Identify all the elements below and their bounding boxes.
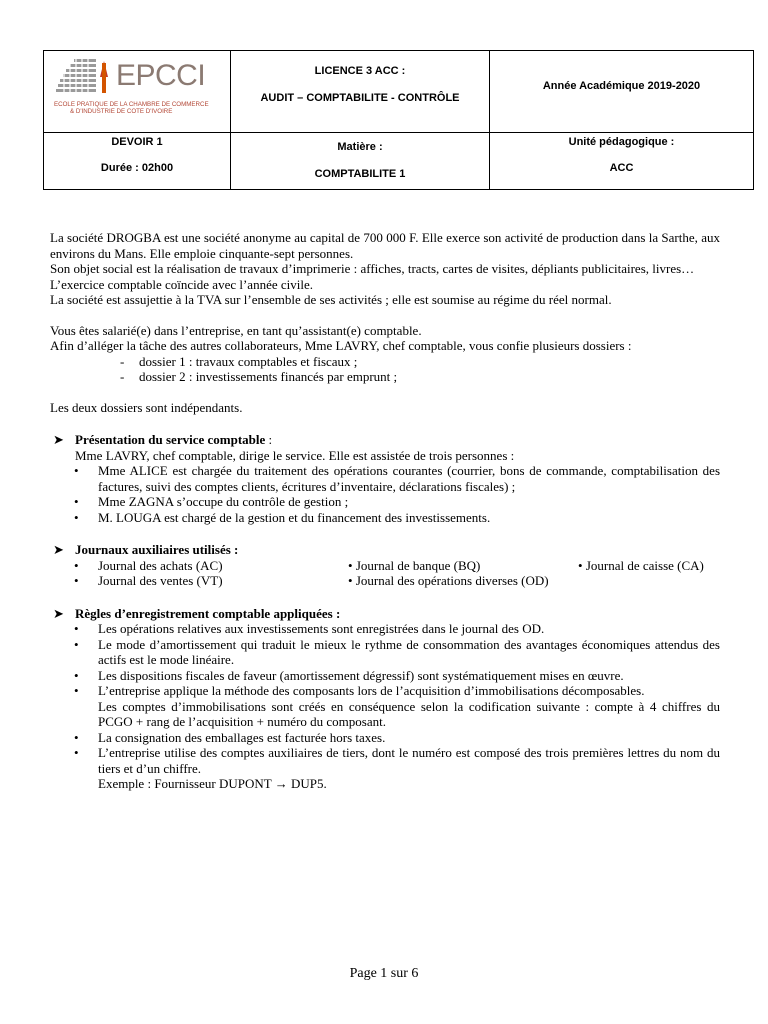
unite-label: Unité pédagogique : [568, 136, 675, 148]
list-item: • Journal des ventes (VT) [74, 573, 223, 588]
duree: Durée : 02h00 [100, 162, 174, 174]
logo-subtitle-line2: & D'INDUSTRIE DE COTE D'IVOIRE [70, 108, 173, 115]
intro-p6: Afin d’alléger la tâche des autres collaborateurs, Mme LAVRY, chef comptable, vous confie plusieurs dossiers : [50, 338, 632, 353]
matiere-value: COMPTABILITE 1 [314, 168, 406, 180]
list-item: • Les dispositions fiscales de faveur (amortissement dégressif) sont systématiquement mises en œuvre. [50, 668, 720, 684]
service-lead: Mme LAVRY, chef comptable, dirige le service. Elle est assistée de trois personnes : [75, 447, 515, 463]
composants-detail: Les comptes d’immobilisations sont créés en conséquence selon la codification suivante : compte à 4 chiffres du PCGO + rang de l’acquisition + numéro du composant. [98, 698, 720, 729]
logo-subtitle [54, 101, 214, 115]
arrow-bullet-icon: ➤ [53, 605, 64, 621]
header-table [43, 50, 754, 190]
year-cell [490, 51, 754, 133]
journaux-row-1 [50, 558, 720, 574]
journal-banque: Journal de banque (BQ) [355, 557, 481, 573]
matiere-label: Matière : [337, 141, 383, 153]
logo-subtitle-line1: ECOLE PRATIQUE DE LA CHAMBRE DE COMMERCE [54, 101, 209, 108]
intro-p3: L’exercice comptable coïncide avec l’année civile. [50, 276, 313, 292]
program-line2: AUDIT – COMPTABILITE - CONTRÔLE [260, 92, 460, 104]
journaux-row-2 [50, 573, 720, 589]
journal-od: Journal des opérations diverses (OD) [355, 573, 549, 588]
intro-p4: La société est assujettie à la TVA sur l’ensemble de ses activités ; elle est soumise au régime du réel normal. [50, 292, 612, 307]
arrow-bullet-icon: ➤ [53, 542, 64, 557]
epcci-logo [54, 57, 214, 127]
list-item: • L’entreprise utilise des comptes auxiliaires de tiers, dont le numéro est composé des trois premières lettres du nom du tiers et d’un chiffre. [50, 745, 720, 776]
list-item: • Les opérations relatives aux investissements sont enregistrées dans le journal des OD. [50, 621, 720, 637]
list-item: • M. LOUGA est chargé de la gestion et du financement des investissements. [50, 510, 720, 526]
exam-body [50, 230, 720, 792]
logo-cell [44, 51, 231, 133]
unite-value: ACC [609, 162, 634, 174]
arrow-bullet-icon: ➤ [53, 432, 64, 447]
list-item: • Mme ALICE est chargée du traitement des opérations courantes (courrier, bons de commande, comptabilisation des factures, suivi des comptes clients, écritures d’inventaire, déclarations fiscales) ; [50, 463, 720, 494]
journal-caisse: Journal de caisse (CA) [585, 557, 704, 573]
journal-ventes: Journal des ventes (VT) [98, 573, 223, 588]
dossier-2: dossier 2 : investissements financés par emprunt ; [139, 369, 398, 384]
service-title-suffix: : [265, 432, 273, 447]
list-item: • Journal des opérations diverses (OD) [348, 573, 549, 588]
journal-achats: Journal des achats (AC) [98, 557, 223, 573]
list-item [50, 369, 720, 385]
list-item [50, 354, 720, 370]
logo-building-icon [54, 59, 114, 103]
matiere-cell [231, 133, 490, 190]
program-cell [231, 51, 490, 133]
section-service-title [50, 432, 720, 448]
logo-wordmark: EPCCI [116, 59, 206, 92]
list-item [50, 683, 720, 699]
dossier-list [50, 354, 720, 385]
program-line1: LICENCE 3 ACC : [314, 65, 406, 77]
list-item: • Journal de caisse (CA) [578, 557, 704, 573]
exemple: Exemple : Fournisseur DUPONT → DUP5. [98, 776, 327, 791]
list-item: • Mme ZAGNA s’occupe du contrôle de gestion ; [50, 494, 720, 510]
devoir-title: DEVOIR 1 [111, 136, 163, 148]
list-item: • Le mode d’amortissement qui traduit le mieux le rythme de consommation des avantages économiques attendus des actifs est le mode linéaire. [50, 637, 720, 668]
page-number: Page 1 sur 6 [349, 966, 419, 981]
service-title-text: Présentation du service comptable [75, 432, 266, 447]
list-item: • Journal de banque (BQ) [348, 557, 481, 573]
academic-year: Année Académique 2019-2020 [542, 80, 701, 92]
list-item: • La consignation des emballages est facturée hors taxes. [50, 730, 720, 746]
unite-cell [490, 133, 754, 190]
regles-list-continued [50, 730, 720, 777]
list-item: • Journal des achats (AC) [74, 557, 223, 573]
intro-p7: Les deux dossiers sont indépendants. [50, 399, 243, 415]
regle-composants: L’entreprise applique la méthode des composants lors de l’acquisition d’immobilisations décomposables. [98, 683, 645, 698]
intro-p1: La société DROGBA est une société anonyme au capital de 700 000 F. Elle exerce son activité de production dans la Sarthe, aux environs du Mans. Elle emploie cinquante-sept personnes. [50, 230, 720, 261]
regles-title-text: Règles d’enregistrement comptable appliquées : [75, 605, 341, 621]
service-list [50, 463, 720, 525]
regles-list [50, 621, 720, 699]
section-regles-title [50, 606, 720, 622]
dossier-1: dossier 1 : travaux comptables et fiscaux ; [139, 353, 358, 369]
intro-p5: Vous êtes salarié(e) dans l’entreprise, en tant qu’assistant(e) comptable. [50, 322, 422, 338]
devoir-cell [44, 133, 231, 190]
section-journaux-title [50, 542, 720, 558]
journaux-title-text: Journaux auxiliaires utilisés : [75, 542, 239, 557]
intro-p2: Son objet social est la réalisation de travaux d’imprimerie : affiches, tracts, cartes de visites, dépliants publicitaires, livres… [50, 261, 695, 276]
